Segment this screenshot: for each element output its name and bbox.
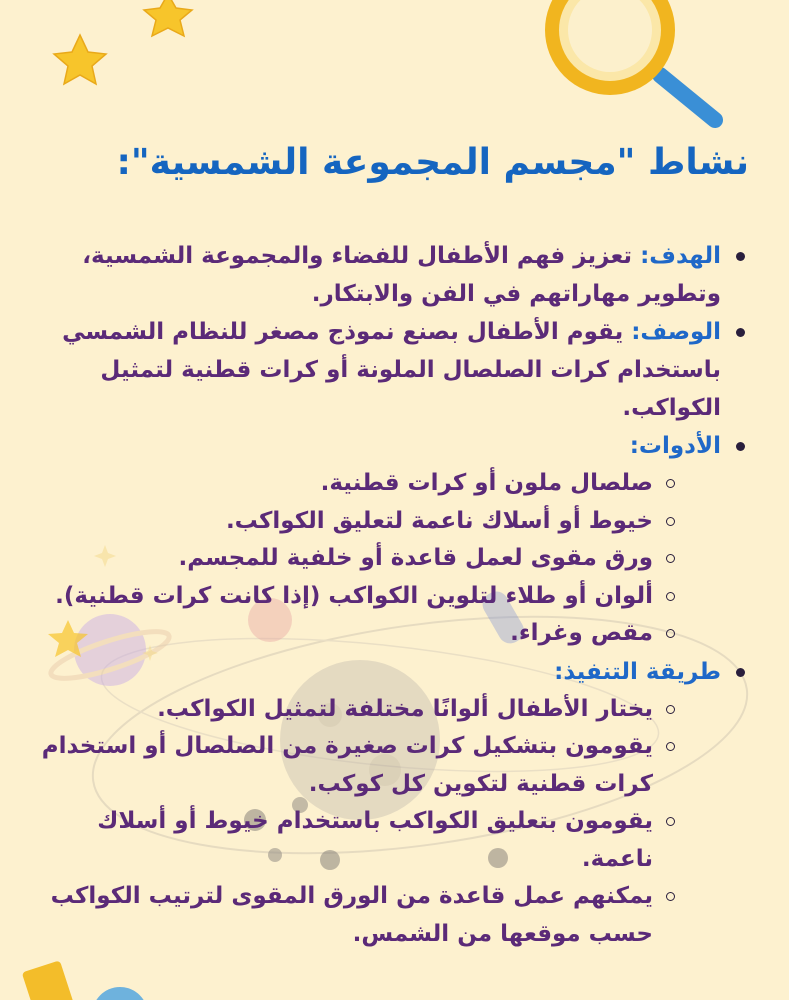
item-label: الهدف: <box>640 243 721 269</box>
method-list <box>30 691 721 954</box>
list-item: خيوط أو أسلاك ناعمة لتعليق الكواكب. <box>30 503 721 541</box>
list-item-tools <box>30 427 749 653</box>
magnifying-glass-icon <box>552 0 715 120</box>
list-item-description <box>30 313 749 427</box>
activity-content <box>30 140 749 953</box>
list-item: ورق مقوى لعمل قاعدة أو خلفية للمجسم. <box>30 540 721 578</box>
list-item: ألوان أو طلاء لتلوين الكواكب (إذا كانت كرات قطنية). <box>30 578 721 616</box>
item-label: الأدوات: <box>629 433 721 459</box>
item-label: الوصف: <box>631 319 721 345</box>
list-item: يقومون بتعليق الكواكب باستخدام خيوط أو أسلاك ناعمة. <box>30 803 721 878</box>
star-icon <box>144 0 192 36</box>
list-item: مقص وغراء. <box>30 615 721 653</box>
list-item-method <box>30 653 749 954</box>
item-label: طريقة التنفيذ: <box>554 658 721 685</box>
list-item: يمكنهم عمل قاعدة من الورق المقوى لترتيب الكواكب حسب موقعها من الشمس. <box>30 878 721 953</box>
star-icon <box>54 35 106 84</box>
planet-icon <box>92 987 148 1000</box>
item-text: يقوم الأطفال بصنع نموذج مصغر للنظام الشمسي باستخدام كرات الصلصال الملونة أو كرات قطنية لتمثيل الكواكب. <box>62 319 721 421</box>
page-title: نشاط "مجسم المجموعة الشمسية": <box>116 142 749 183</box>
tools-list <box>30 465 721 653</box>
list-item: يقومون بتشكيل كرات صغيرة من الصلصال أو استخدام كرات قطنية لتكوين كل كوكب. <box>30 728 721 803</box>
list-item: يختار الأطفال ألوانًا مختلفة لتمثيل الكواكب. <box>30 691 721 729</box>
list-item-goal <box>30 237 749 313</box>
item-text: تعزيز فهم الأطفال للفضاء والمجموعة الشمسية، وتطوير مهاراتهم في الفن والابتكار. <box>82 243 721 307</box>
list-item: صلصال ملون أو كرات قطنية. <box>30 465 721 503</box>
ruler-icon <box>22 960 79 1000</box>
activity-list <box>30 237 749 953</box>
